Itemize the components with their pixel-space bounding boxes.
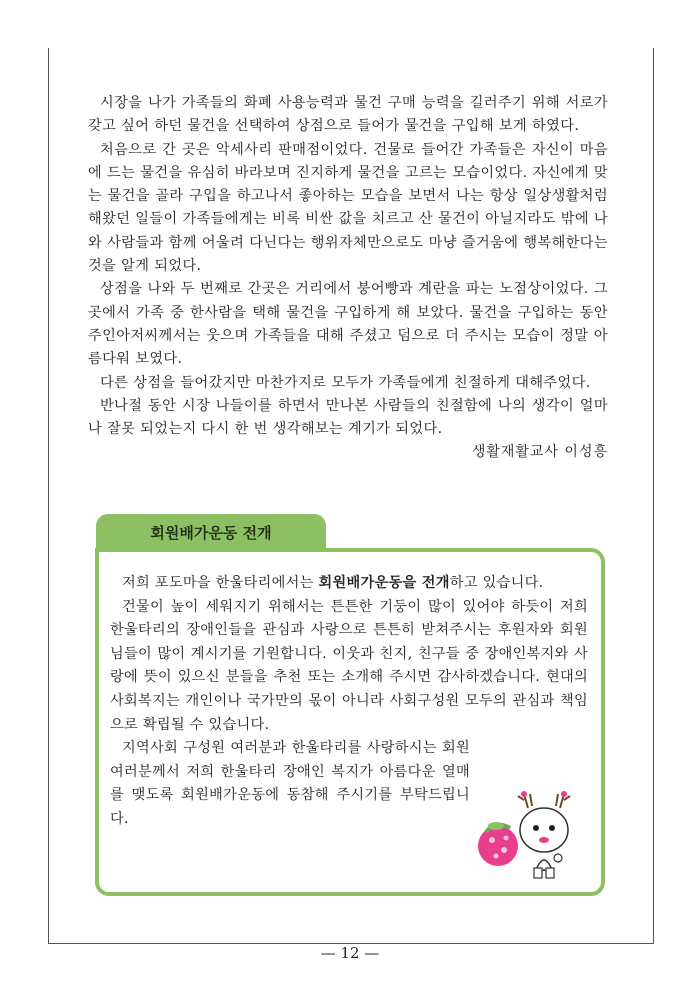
campaign-intro-end: 하고 있습니다. xyxy=(449,575,544,591)
article-paragraph-5: 반나절 동안 시장 나들이를 하면서 만나본 사람들의 친절함에 나의 생각이 얼마나 잘못 되었는지 다시 한 번 생각해보는 계기가 되었다. xyxy=(88,397,608,438)
campaign-intro-text: 저희 포도마을 한울타리에서는 xyxy=(122,575,319,591)
campaign-paragraph-1 xyxy=(110,572,588,596)
article-paragraph-4: 다른 상점을 들어갔지만 마찬가지로 모두가 가족들에게 친절하게 대해주었다. xyxy=(100,374,591,391)
pink-flower-icon xyxy=(478,822,518,866)
campaign-paragraph-3: 지역사회 구성원 여러분과 한울타리를 사랑하시는 회원여러분께서 저희 한울타리 장애인 복지가 아름다운 열매를 맺도록 회원배가운동에 동참해 주시기를 부탁드립니다. xyxy=(110,740,470,827)
page-number: — 12 — xyxy=(320,944,380,962)
deer-mascot-icon xyxy=(518,791,570,878)
article-paragraph-2: 처음으로 간 곳은 악세사리 판매점이었다. 건물로 들어간 가족들은 자신이 마음에 드는 물건을 유심히 바라보며 진지하게 물건을 고르는 모습이었다. 자신에게 맞는 물건을 골라 구입을 하고나서 좋아하는 모습을 보면서 나는 항상 일상생활처럼 해왔던 일들이 가족들에게는 비록 비싼 값을 치르고 산 물건이 아닐지라도 밖에 나와 사람들과 함께 어울려 다닌다는 행위자체만으로도 마냥 즐거움에 행복해한다는 것을 알게 되었다. xyxy=(88,141,608,275)
author-signature: 생활재활교사 이성흥 xyxy=(471,444,608,461)
article-paragraph-3: 상점을 나와 두 번째로 간곳은 거리에서 붕어빵과 계란을 파는 노점상이었다. 그곳에서 가족 중 한사람을 택해 물건을 구입하게 해 보았다. 물건을 구입하는 동안 주인아저씨께서는 웃으며 가족들을 대해 주셨고 덤으로 더 주시는 모습이 정말 아름다워 보였다. xyxy=(88,281,608,368)
article-paragraph-1: 시장을 나가 가족들의 화폐 사용능력과 물건 구매 능력을 길러주기 위해 서로가 갖고 싶어 하던 물건을 선택하여 상점으로 들어가 물건을 구입해 보게 하였다. xyxy=(88,95,608,135)
campaign-paragraph-2: 건물이 높이 세워지기 위해서는 튼튼한 기둥이 많이 있어야 하듯이 저희 한울타리의 장애인들을 관심과 사랑으로 튼튼히 받쳐주시는 후원자와 회원님들이 많이 계시기를 기원합니다. 이웃과 친지, 친구들 중 장애인복지와 사랑에 뜻이 있으신 분들을 추천 또는 소개해 주시면 감사하겠습니다. 현대의 사회복지는 개인이나 국가만의 몫이 아니라 사회구성원 모두의 관심과 책임으로 확립될 수 있습니다. xyxy=(110,598,588,733)
campaign-highlight: 회원배가운동을 전개 xyxy=(318,575,450,591)
mascot-illustration xyxy=(474,788,594,888)
campaign-tab-title: 회원배가운동 전개 xyxy=(96,514,326,550)
article-body xyxy=(88,92,608,463)
